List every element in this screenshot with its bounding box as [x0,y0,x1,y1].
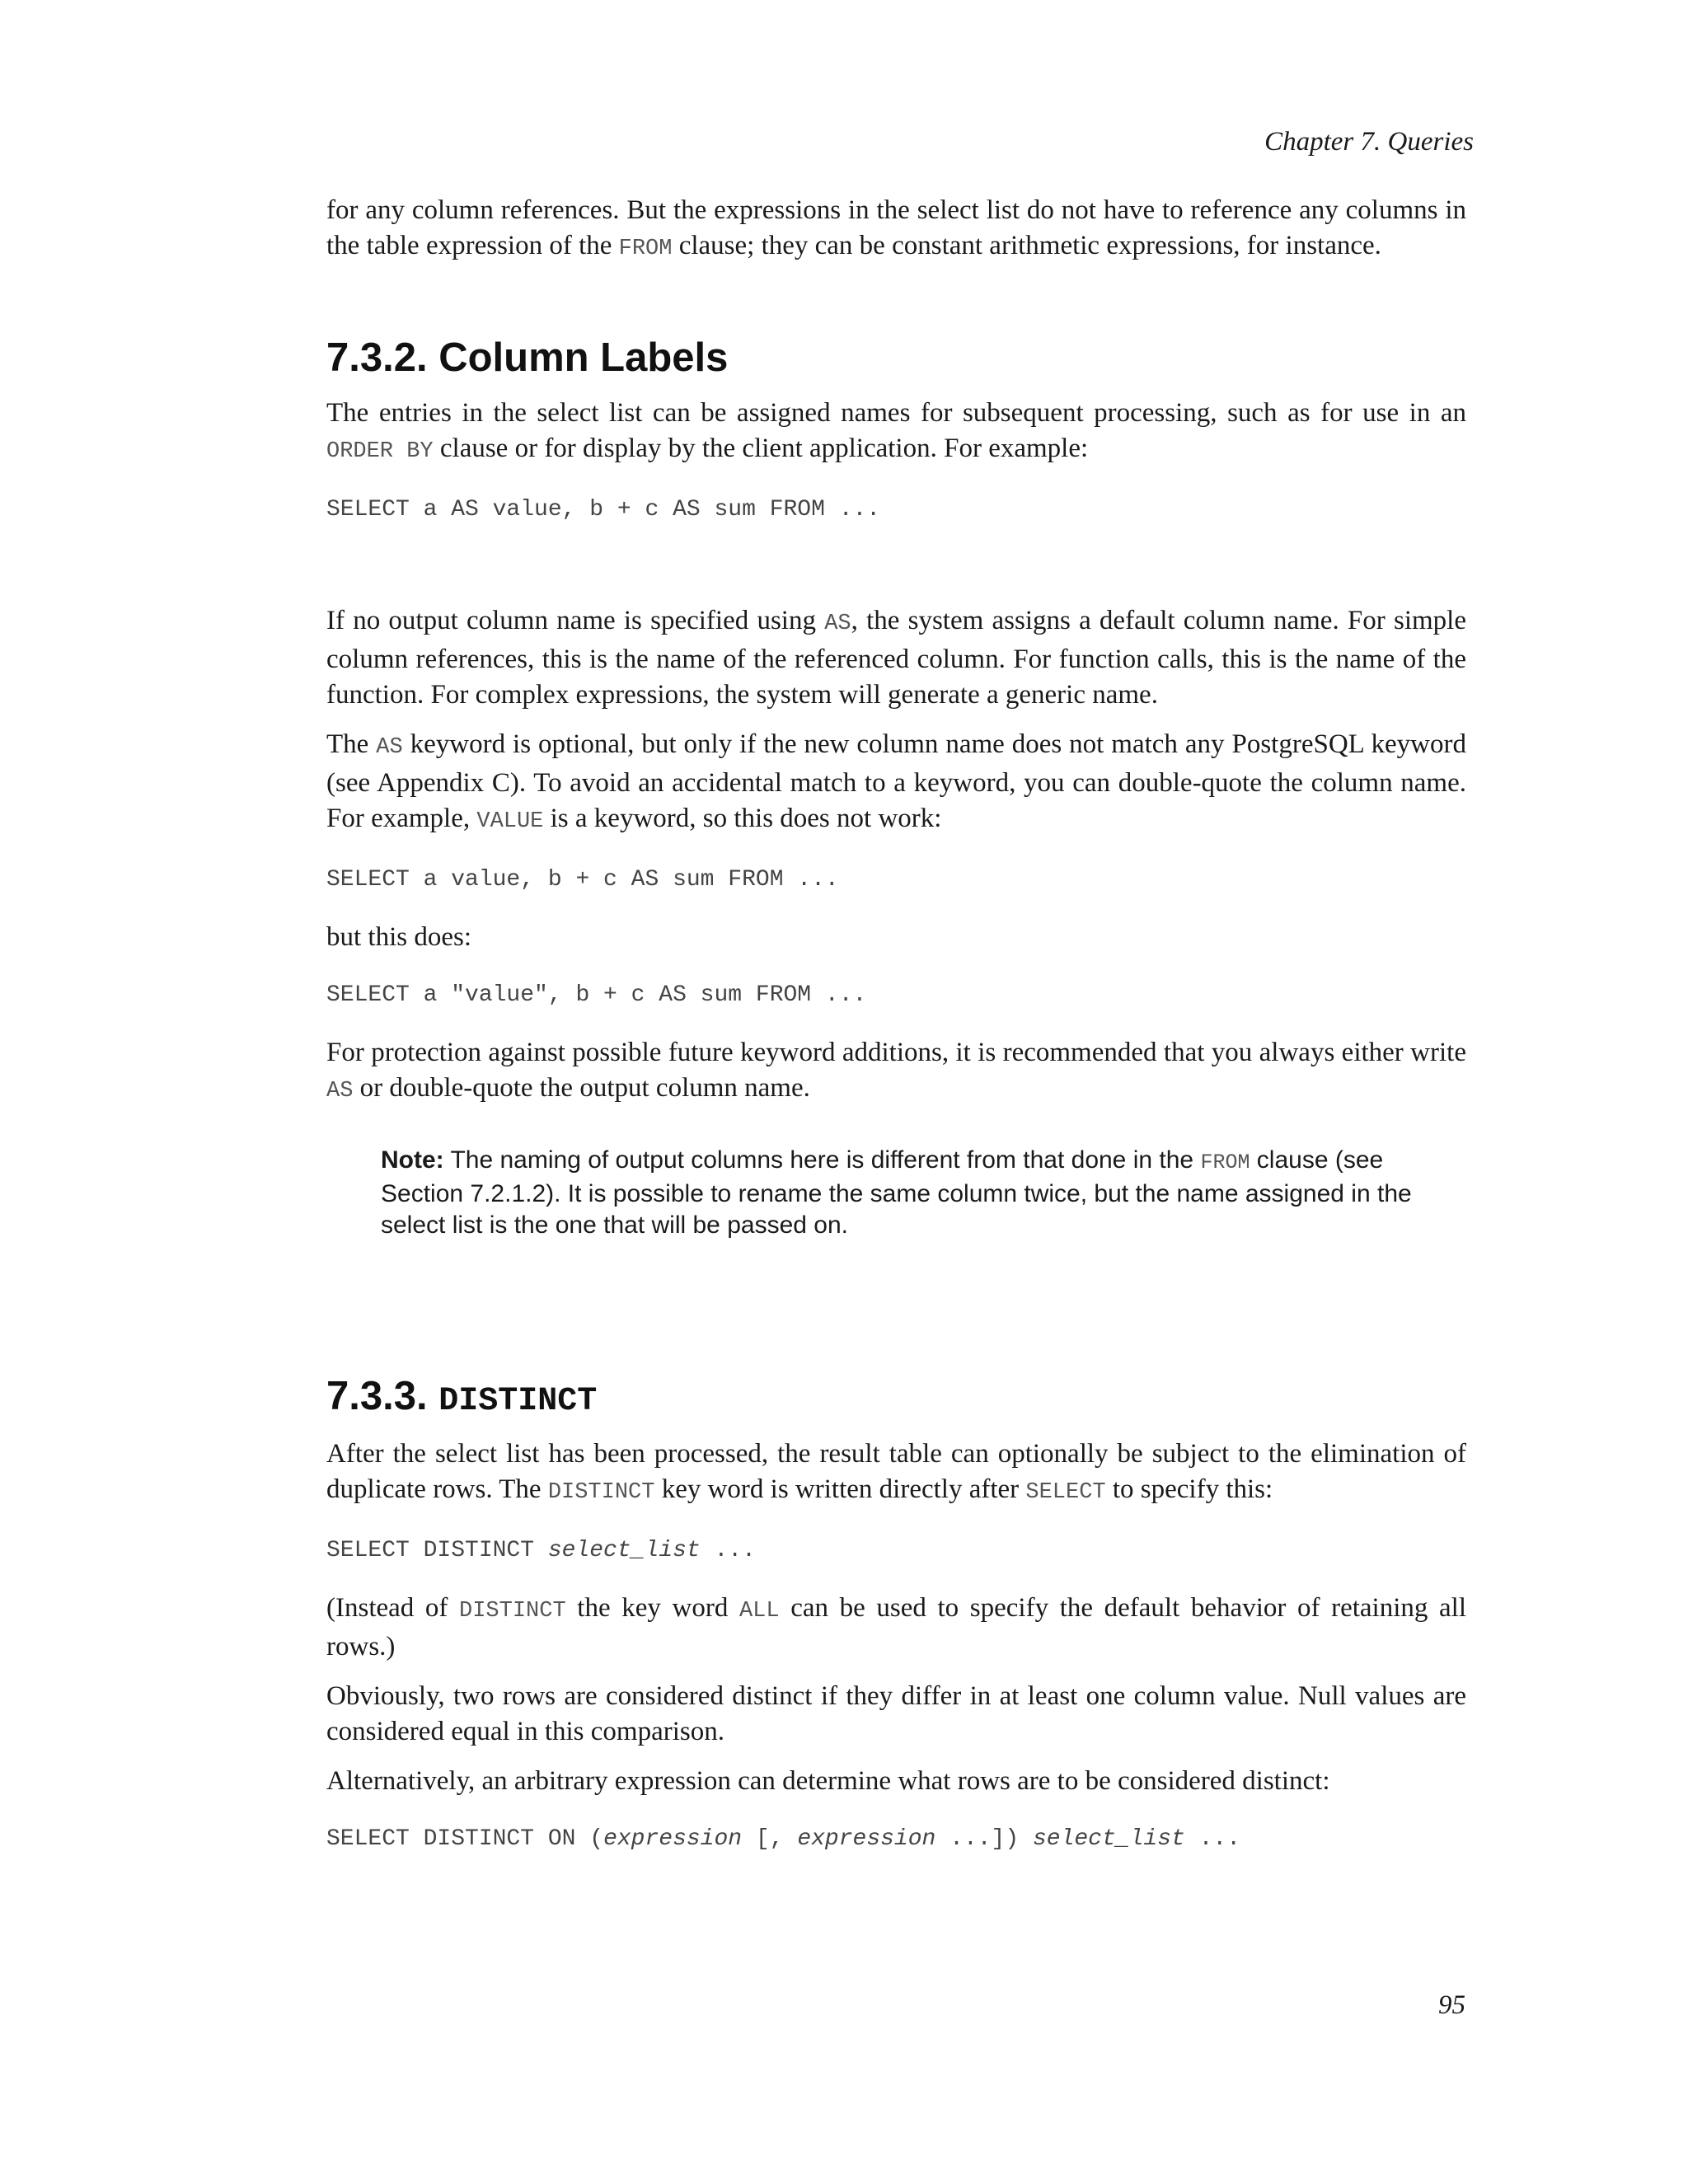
text: clause or for display by the client application. For example: [433,434,1089,463]
intro-paragraph [326,193,1466,267]
inline-code: FROM [1200,1151,1250,1174]
code-text: ...]) [935,1826,1033,1852]
text: For protection against possible future keyword additions, it is recommended that you always either write [326,1038,1466,1067]
code-text: [, [742,1826,798,1852]
text: can be used to specify the default behavior of retaining all rows.) [326,1593,1466,1661]
code-block: SELECT a AS value, b + c AS sum FROM ... [326,497,881,523]
text: (Instead of [326,1593,460,1623]
section-heading-distinct [326,1371,1466,1427]
paragraph [326,396,1466,470]
page-body [326,193,1466,1854]
code-placeholder: expression [797,1826,936,1852]
code-text: ... [1184,1826,1241,1852]
inline-code: ALL [738,1599,780,1624]
running-header: Chapter 7. Queries [1264,127,1474,157]
code-block [326,1536,1466,1566]
text: keyword is optional, but only if the new column name does not match any PostgreSQL keyword (see Appendix C). To avoid an accidental match to a keyword, you can double-quote the column name. For example, [326,729,1466,833]
section-number: 7.3.3. [326,1374,428,1418]
note-box [381,1145,1466,1241]
code-placeholder: expression [603,1826,743,1852]
text: After the select list has been processed, the result table can optionally be subject to the elimination of duplicate rows. The [326,1439,1466,1504]
paragraph: Alternatively, an arbitrary expression can determine what rows are to be considered distinct: [326,1766,1330,1796]
code-block: SELECT a value, b + c AS sum FROM ... [326,867,839,893]
text: clause (see Section 7.2.1.2). It is possible to rename the same column twice, but the name assigned in the select list is the one that will be passed on. [381,1146,1412,1239]
inline-code: SELECT [1025,1480,1106,1505]
paragraph [326,727,1466,840]
paragraph [326,1591,1466,1665]
text: The [326,729,377,759]
inline-code: AS [326,1079,354,1104]
heading-code: DISTINCT [438,1383,598,1420]
code-placeholder: select_list [547,1538,701,1563]
paragraph [326,1436,1466,1511]
page-number: 95 [1438,1990,1465,2020]
inline-code: AS [824,612,851,636]
inline-code: AS [376,735,403,760]
paragraph [326,603,1466,713]
section-heading-column-labels: 7.3.2. Column Labels [326,335,729,380]
text: is a keyword, so this does not work: [543,804,942,833]
text: The entries in the select list can be assigned names for subsequent processing, such as for use in an [326,398,1466,428]
code-block: SELECT a "value", b + c AS sum FROM ... [326,982,867,1008]
text: for any column references. But the expressions in the select list do not have to reference any columns in the table expression of the [326,195,1466,260]
paragraph: but this does: [326,922,472,952]
code-text: SELECT DISTINCT [326,1538,548,1563]
inline-code: VALUE [476,809,544,834]
code-placeholder: select_list [1032,1826,1185,1852]
text: key word is written directly after [654,1474,1026,1504]
note-label: Note: [381,1146,444,1174]
inline-code: DISTINCT [547,1480,655,1505]
paragraph [326,1035,1466,1109]
text: the key word [565,1593,739,1623]
text: to specify this: [1105,1474,1273,1504]
inline-code: DISTINCT [459,1599,566,1624]
code-block [326,1825,1466,1854]
text: If no output column name is specified using [326,606,825,635]
text: The naming of output columns here is different from that done in the [443,1146,1201,1174]
code-text: SELECT DISTINCT ON ( [326,1826,604,1852]
text: or double-quote the output column name. [353,1073,810,1103]
inline-code: ORDER BY [326,439,434,464]
text: clause; they can be constant arithmetic expressions, for instance. [672,231,1381,260]
inline-code: FROM [618,237,673,261]
code-text: ... [700,1538,756,1563]
paragraph: Obviously, two rows are considered distinct if they differ in at least one column value. Null values are considered equal in this comparison. [326,1681,1466,1746]
text: , the system assigns a default column name. For simple column references, this is the name of the referenced column. For function calls, this is the name of the function. For complex expressions, the system will generate a generic name. [326,606,1466,710]
